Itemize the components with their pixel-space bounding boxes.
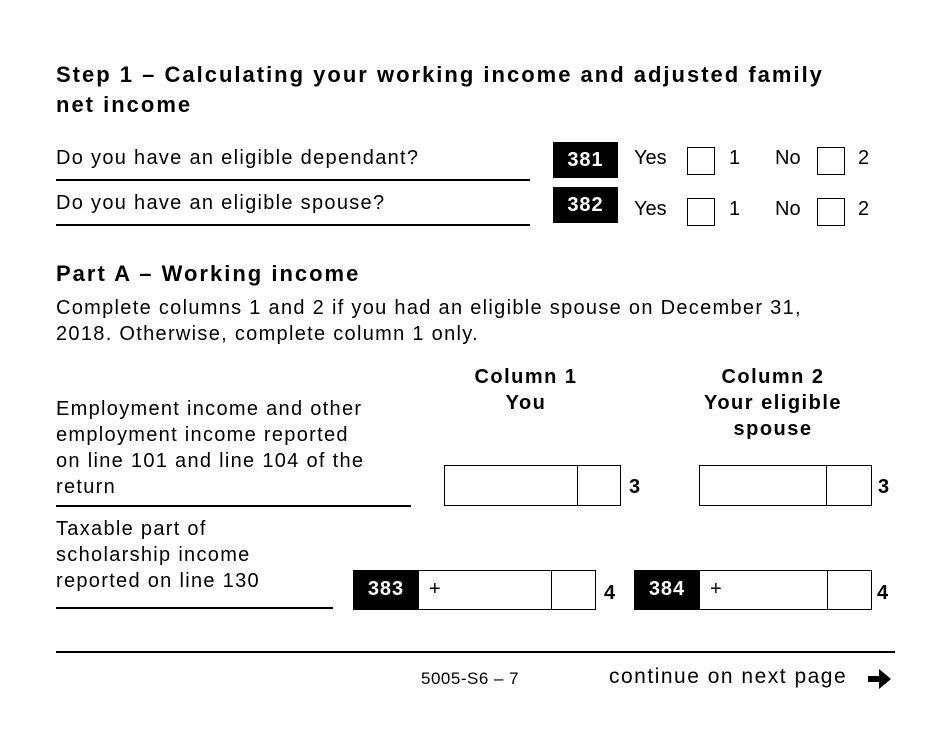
- yes-label: Yes: [634, 198, 667, 220]
- plus-sign: +: [429, 578, 441, 600]
- code-384: 384: [634, 570, 700, 610]
- question-dependant: Do you have an eligible dependant?: [56, 147, 420, 169]
- spouse-no-checkbox[interactable]: [817, 198, 845, 226]
- no-label: No: [775, 198, 801, 220]
- column2-heading: [673, 364, 873, 442]
- yes-number: 1: [729, 198, 741, 220]
- partA-intro-line2: 2018. Otherwise, complete column 1 only.: [56, 323, 479, 345]
- step1-title-line1: Step 1 – Calculating your working income and adjusted family: [56, 62, 824, 87]
- column1-heading: [446, 364, 606, 416]
- employment-income-label-line: on line 101 and line 104 of the: [56, 450, 365, 472]
- line-number-4-col1: 4: [604, 582, 616, 604]
- partA-intro-line1: Complete columns 1 and 2 if you had an eligible spouse on December 31,: [56, 297, 802, 319]
- scholarship-income-label: [56, 516, 260, 594]
- no-label: No: [775, 147, 801, 169]
- scholarship-income-col1-field[interactable]: [418, 570, 596, 610]
- employment-income-rule: [56, 505, 411, 507]
- employment-income-label-line: employment income reported: [56, 424, 349, 446]
- line-number-3-col2: 3: [878, 476, 890, 498]
- continue-next-page: continue on next page: [609, 665, 848, 688]
- employment-income-label-line: return: [56, 476, 117, 498]
- arrow-right-icon: [866, 667, 893, 691]
- code-381: 381: [553, 142, 618, 178]
- footer-rule: [56, 651, 895, 653]
- dependant-yes-checkbox[interactable]: [687, 147, 715, 175]
- no-number: 2: [858, 147, 870, 169]
- form-page-id: 5005-S6 – 7: [421, 669, 520, 688]
- column2-heading-line2: Your eligible: [703, 392, 843, 414]
- scholarship-income-label-line: Taxable part of: [56, 518, 207, 540]
- column2-heading-line3: spouse: [733, 418, 813, 440]
- employment-income-col1-field[interactable]: [444, 465, 621, 506]
- employment-income-label-line: Employment income and other: [56, 398, 363, 420]
- partA-title: Part A – Working income: [56, 261, 361, 286]
- employment-income-col2-field[interactable]: [699, 465, 872, 506]
- yes-label: Yes: [634, 147, 667, 169]
- column1-heading-line2: You: [505, 392, 547, 414]
- scholarship-income-col2-field[interactable]: [699, 570, 872, 610]
- question-dependant-rule: [56, 179, 530, 181]
- column2-heading-line1: Column 2: [721, 366, 825, 388]
- scholarship-income-label-line: reported on line 130: [56, 570, 260, 592]
- spouse-yes-checkbox[interactable]: [687, 198, 715, 226]
- code-383: 383: [353, 570, 419, 610]
- line-number-4-col2: 4: [877, 582, 889, 604]
- column1-heading-line1: Column 1: [474, 366, 578, 388]
- question-spouse: Do you have an eligible spouse?: [56, 192, 386, 214]
- yes-number: 1: [729, 147, 741, 169]
- scholarship-income-rule: [56, 607, 333, 609]
- employment-income-label: [56, 396, 364, 500]
- line-number-3-col1: 3: [629, 476, 641, 498]
- step1-title-line2: net income: [56, 92, 193, 117]
- plus-sign: +: [710, 578, 722, 600]
- dependant-no-checkbox[interactable]: [817, 147, 845, 175]
- scholarship-income-label-line: scholarship income: [56, 544, 251, 566]
- no-number: 2: [858, 198, 870, 220]
- question-spouse-rule: [56, 224, 530, 226]
- code-382: 382: [553, 187, 618, 223]
